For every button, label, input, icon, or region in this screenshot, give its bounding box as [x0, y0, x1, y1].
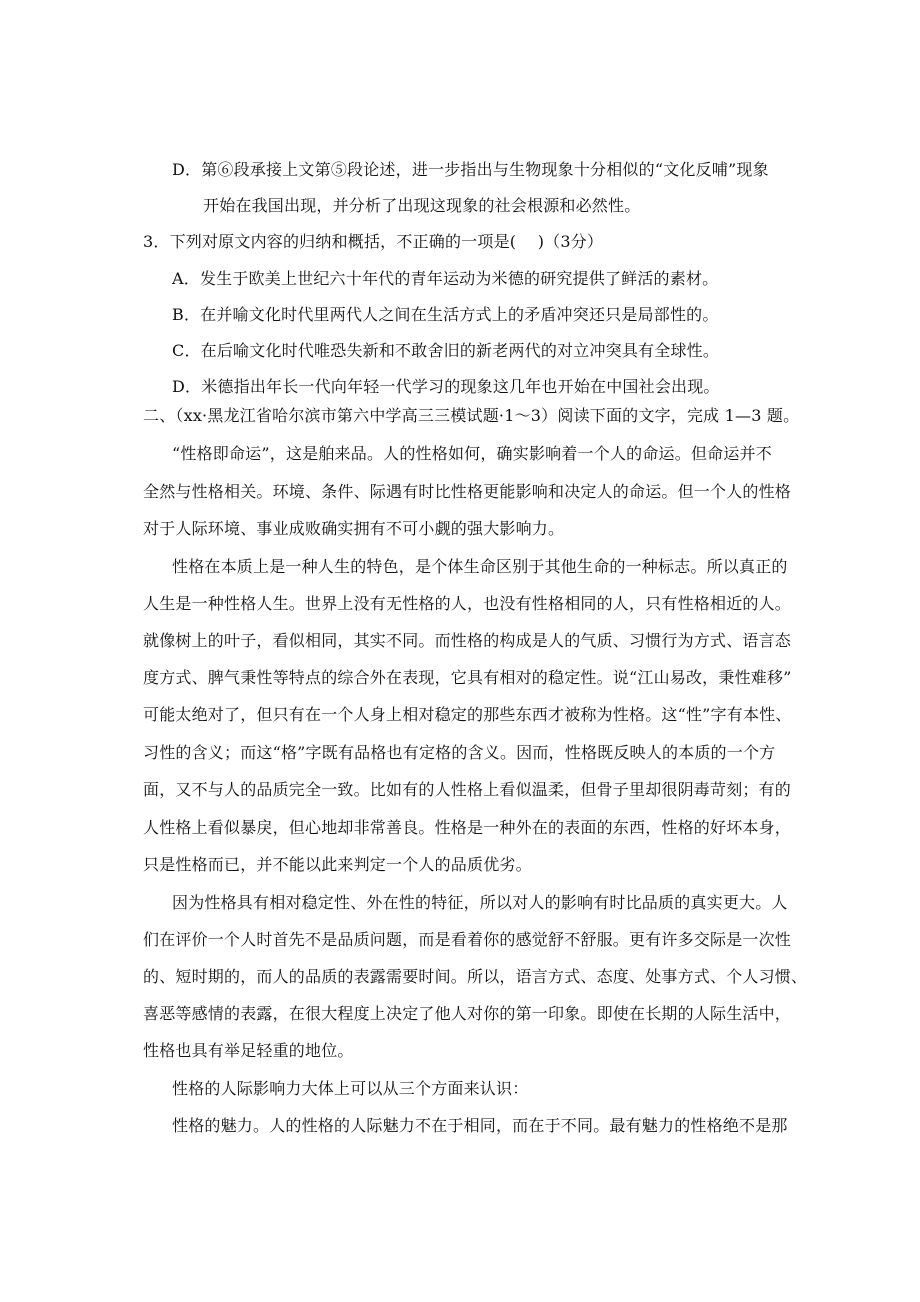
paragraph-line: 人性格上看似暴戾，但心地却非常善良。性格是一种外在的表面的东西，性格的好坏本身，	[143, 818, 792, 837]
paragraph-line: 性格在本质上是一种人生的特色，是个体生命区别于其他生命的一种标志。所以真正的	[172, 557, 788, 576]
q3-option-d: D．米德指出年长一代向年轻一代学习的现象这几年也开始在中国社会出现。	[172, 377, 720, 396]
paragraph-line: 性格的魅力。人的性格的人际魅力不在于相同，而在于不同。最有魅力的性格绝不是那	[172, 1116, 788, 1135]
q3-option-a: A．发生于欧美上世纪六十年代的青年运动为米德的研究提供了鲜活的素材。	[172, 269, 719, 288]
paragraph-line: 对于人际环境、事业成败确实拥有不可小觑的强大影响力。	[143, 519, 565, 538]
paragraph-line: 性格的人际影响力大体上可以从三个方面来认识：	[172, 1079, 529, 1098]
paragraph-line: 就像树上的叶子，看似相同，其实不同。而性格的构成是人的气质、习惯行为方式、语言态	[143, 631, 792, 650]
paragraph-line: 习性的含义；而这“格”字既有品格也有定格的含义。因而，性格既反映人的本质的一个方	[143, 743, 776, 762]
q2-option-d-line2: 开始在我国出现，并分析了出现这现象的社会根源和必然性。	[203, 196, 641, 215]
paragraph-line: 的、短时期的，而人的品质的表露需要时间。所以，语言方式、态度、处事方式、个人习惯、	[143, 967, 808, 986]
paragraph-line: 性格也具有举足轻重的地位。	[143, 1041, 354, 1060]
q3-option-b: B．在并喻文化时代里两代人之间在生活方式上的矛盾冲突还只是局部性的。	[172, 305, 719, 324]
paragraph-line: 喜恶等感情的表露，在很大程度上决定了他人对你的第一印象。即使在长期的人际生活中，	[143, 1004, 792, 1023]
paragraph-line: “性格即命运”，这是舶来品。人的性格如何，确实影响着一个人的命运。但命运并不	[172, 444, 772, 463]
section-heading: 二、（xx·黑龙江省哈尔滨市第六中学高三三模试题·1～3）阅读下面的文字，完成 1—3 题。	[143, 406, 800, 425]
q3-option-c: C．在后喻文化时代唯恐失新和不敢舍旧的新老两代的对立冲突具有全球性。	[172, 341, 720, 360]
paragraph-line: 人生是一种性格人生。世界上没有无性格的人，也没有性格相同的人，只有性格相近的人。	[143, 594, 792, 613]
q3-stem: 3．下列对原文内容的归纳和概括，不正确的一项是( )（3分）	[143, 232, 604, 251]
paragraph-line: 面，又不与人的品质完全一致。比如有的人性格上看似温柔，但骨子里却很阴毒苛刻；有的	[143, 780, 792, 799]
paragraph-line: 因为性格具有相对稳定性、外在性的特征，所以对人的影响有时比品质的真实更大。人	[172, 893, 788, 912]
paragraph-line: 们在评价一个人时首先不是品质问题，而是看着你的感觉舒不舒服。更有许多交际是一次性	[143, 930, 792, 949]
q2-option-d-line1: D．第⑥段承接上文第⑤段论述，进一步指出与生物现象十分相似的“文化反哺”现象	[172, 160, 769, 179]
paragraph-line: 全然与性格相关。环境、条件、际遇有时比性格更能影响和决定人的命运。但一个人的性格	[143, 482, 792, 501]
paragraph-line: 可能太绝对了，但只有在一个人身上相对稳定的那些东西才被称为性格。这“性”字有本性、	[143, 705, 792, 724]
paragraph-line: 度方式、脾气秉性等特点的综合外在表现，它具有相对的稳定性。说“江山易改，秉性难移”	[143, 668, 792, 687]
paragraph-line: 只是性格而已，并不能以此来判定一个人的品质优劣。	[143, 855, 532, 874]
